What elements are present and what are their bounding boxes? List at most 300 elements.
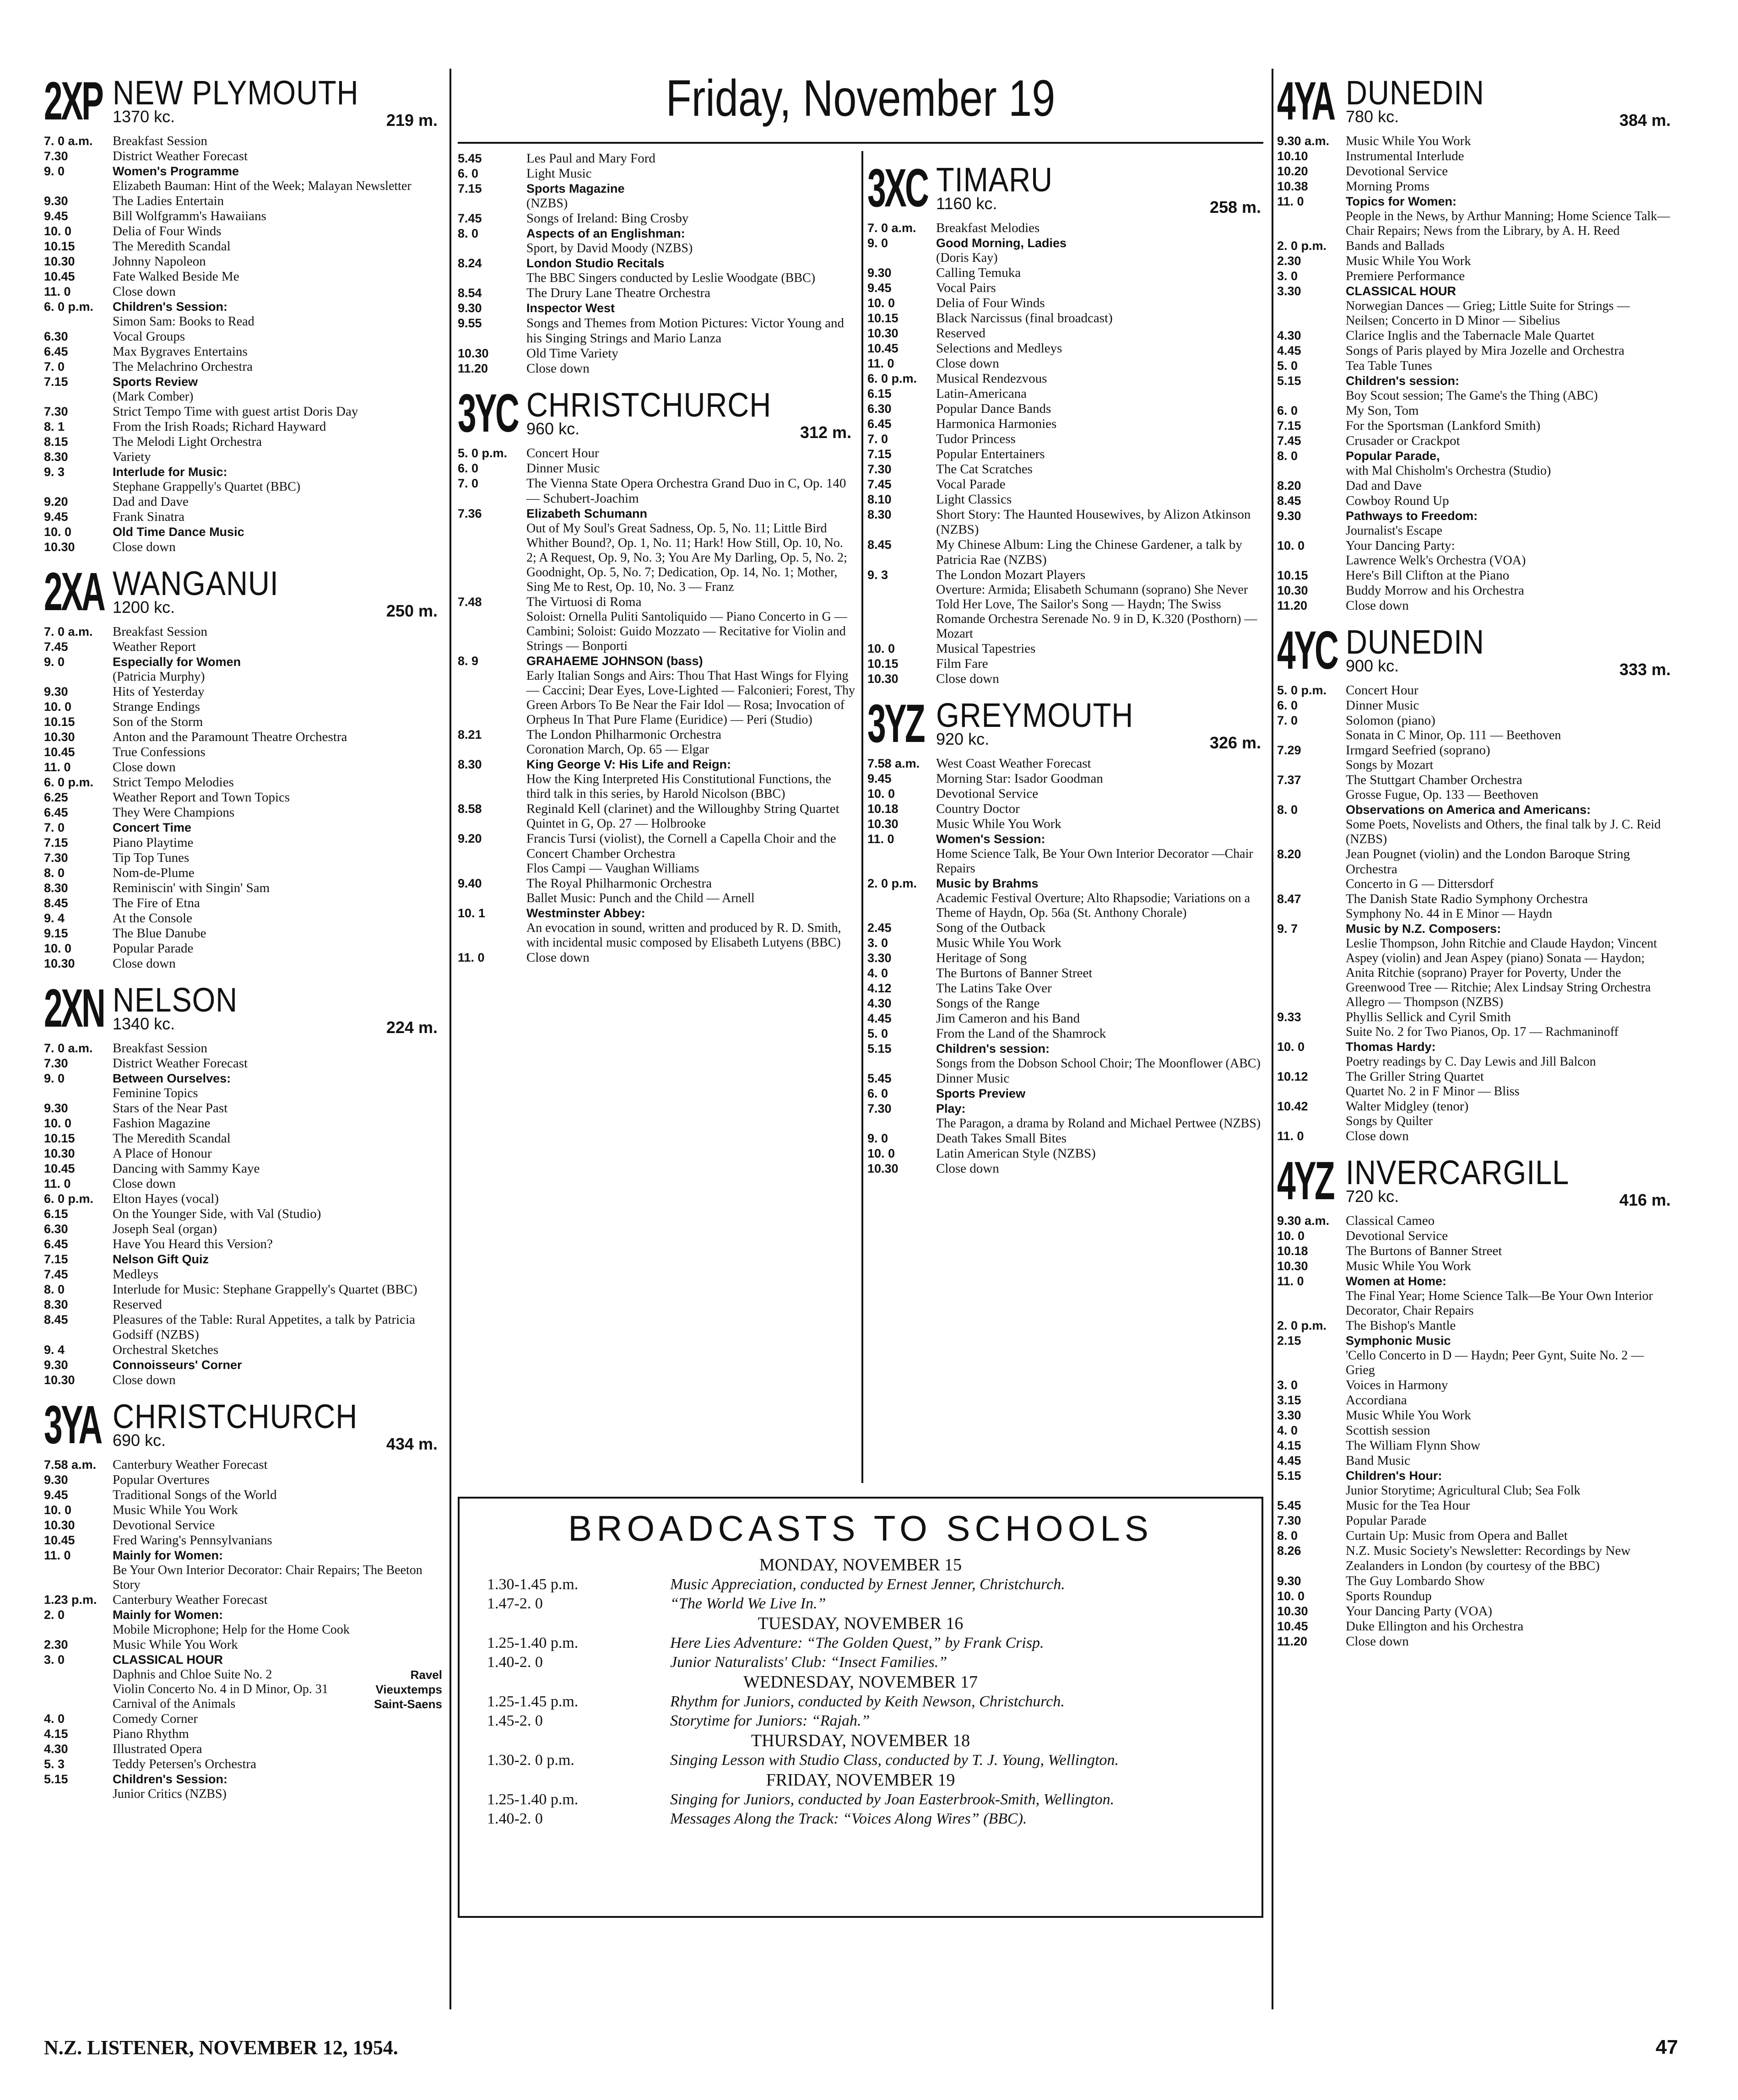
programme-detail	[867, 847, 1266, 876]
programme-row	[1277, 238, 1675, 254]
programme-row	[1277, 134, 1675, 149]
programme-title: Devotional Service	[113, 1518, 215, 1532]
programme-time: 2. 0 p.m.	[867, 877, 917, 890]
programme-time: 8.58	[458, 802, 482, 816]
programme-title: Sports Preview	[936, 1087, 1026, 1100]
programme-detail-text: Songs by Mozart	[1346, 758, 1434, 772]
programme-time: 7.30	[44, 149, 68, 163]
programme-title: Music While You Work	[936, 817, 1061, 831]
programme-row	[867, 371, 1266, 386]
programme-title: Interlude for Music: Stephane Grappelly's Quartet (BBC)	[113, 1282, 417, 1297]
programme-row	[1277, 449, 1675, 464]
programme-title: The Guy Lombardo Show	[1346, 1574, 1485, 1588]
programme-title: Delia of Four Winds	[113, 224, 222, 238]
programme-row	[458, 361, 856, 376]
programme-title: Reginald Kell (clarinet) and the Willoughby String Quartet	[526, 801, 839, 816]
programme-time: 4.15	[44, 1727, 68, 1741]
station-wavelength: 250 m.	[386, 601, 438, 620]
programme-title: Illustrated Opera	[113, 1742, 202, 1756]
programme-row	[44, 850, 442, 866]
programme-detail	[458, 772, 856, 801]
programme-row	[44, 655, 442, 670]
programme-time: 3. 0	[1277, 1378, 1298, 1392]
programme-time: 6.15	[867, 387, 892, 401]
station-header	[44, 71, 442, 131]
programme-time: 10.15	[867, 311, 899, 325]
programme-detail-text: Quartet No. 2 in F Minor — Bliss	[1346, 1084, 1520, 1099]
programme-title: Reserved	[936, 326, 985, 341]
programme-row	[1277, 1619, 1675, 1634]
programme-row	[1277, 1528, 1675, 1543]
programme-row	[458, 256, 856, 271]
schools-description: Music Appreciation, conducted by Ernest Jenner, Christchurch.	[670, 1576, 1065, 1593]
work-title: Carnival of the Animals	[113, 1697, 236, 1711]
programme-detail	[867, 1056, 1266, 1071]
programme-row	[458, 831, 856, 861]
programme-row	[44, 1176, 442, 1191]
schools-time: 1.40-2. 0	[487, 1810, 543, 1827]
programme-time: 7.30	[867, 462, 892, 476]
programme-time: 7.15	[44, 375, 68, 389]
programme-title: Selections and Medleys	[936, 341, 1062, 356]
programme-time: 9. 3	[867, 568, 888, 582]
schools-broadcast	[487, 1575, 1234, 1594]
programme-detail-text: with Mal Chisholm's Orchestra (Studio)	[1346, 464, 1551, 478]
programme-row	[44, 509, 442, 525]
programme-detail-text: Ballet Music: Punch and the Child — Arnell	[526, 891, 755, 905]
programme-time: 10.30	[44, 540, 75, 554]
station-city: TIMARU	[936, 161, 1053, 199]
station-code: 3YA	[44, 1395, 101, 1455]
programme-time: 6. 0 p.m.	[44, 1192, 94, 1206]
programme-row	[44, 624, 442, 639]
programme-time: 10.45	[1277, 1619, 1308, 1633]
programme-row	[1277, 149, 1675, 164]
programme-title: Music While You Work	[1346, 254, 1471, 268]
programme-time: 3.30	[1277, 1408, 1301, 1422]
programme-title: Latin American Style (NZBS)	[936, 1146, 1096, 1161]
programme-row	[44, 359, 442, 374]
programme-title: Devotional Service	[1346, 1229, 1448, 1243]
programme-title: Morning Star: Isador Goodman	[936, 771, 1103, 786]
programme-time: 9.30 a.m.	[1277, 1214, 1330, 1228]
programme-row	[867, 1146, 1266, 1161]
programme-title: Accordiana	[1346, 1393, 1407, 1407]
programme-title: Crusader or Crackpot	[1346, 433, 1460, 448]
programme-time: 7.48	[458, 595, 482, 609]
programme-detail	[458, 891, 856, 906]
programme-time: 11. 0	[1277, 1129, 1304, 1143]
programme-time: 7. 0	[1277, 714, 1298, 727]
programme-title: At the Console	[113, 911, 192, 926]
programme-row	[1277, 892, 1675, 907]
programme-row	[1277, 1259, 1675, 1274]
station-city: NELSON	[113, 981, 238, 1019]
schools-time: 1.25-1.40 p.m.	[487, 1635, 579, 1651]
programme-row	[1277, 1438, 1675, 1453]
programme-time: 10.42	[1277, 1099, 1308, 1113]
programme-time: 11. 0	[1277, 195, 1304, 208]
programme-row	[867, 656, 1266, 671]
programme-time: 10. 0	[44, 942, 72, 955]
programme-time: 10. 0	[1277, 1229, 1305, 1243]
programme-title: Jim Cameron and his Band	[936, 1011, 1080, 1026]
station-header	[1277, 71, 1675, 131]
programme-title: Delia of Four Winds	[936, 296, 1045, 310]
programme-detail	[44, 670, 442, 684]
programme-title: Mainly for Women:	[113, 1608, 223, 1622]
programme-row	[1277, 698, 1675, 713]
programme-title: The William Flynn Show	[1346, 1438, 1480, 1453]
programme-row	[1277, 743, 1675, 758]
programme-time: 2.30	[1277, 254, 1301, 268]
programme-row	[1277, 358, 1675, 373]
programme-title: Band Music	[1346, 1453, 1410, 1468]
station-header	[867, 693, 1266, 754]
programme-title: The Latins Take Over	[936, 981, 1052, 996]
programme-detail	[458, 817, 856, 831]
programme-time: 5.45	[1277, 1499, 1301, 1512]
programme-title: Tip Top Tunes	[113, 850, 190, 865]
programme-row	[1277, 1574, 1675, 1589]
programme-title: The Fire of Etna	[113, 896, 200, 910]
programme-row	[44, 1312, 442, 1342]
programme-row	[44, 239, 442, 254]
programme-time: 9. 0	[44, 655, 65, 669]
programme-row	[44, 639, 442, 655]
station-city: WANGANUI	[113, 564, 279, 602]
schools-description: Messages Along the Track: “Voices Along Wires” (BBC).	[670, 1810, 1027, 1827]
programme-row	[458, 181, 856, 196]
programme-row	[44, 760, 442, 775]
programme-detail-text: Sport, by David Moody (NZBS)	[526, 241, 693, 255]
programme-row	[458, 151, 856, 166]
programme-row	[44, 224, 442, 239]
programme-row	[44, 866, 442, 881]
programme-row	[867, 1071, 1266, 1086]
column-rule-3	[1272, 69, 1273, 2009]
programme-row	[44, 1161, 442, 1176]
programme-time: 5. 0	[1277, 359, 1298, 373]
programme-title: Women at Home:	[1346, 1274, 1447, 1288]
programme-title: Vocal Pairs	[936, 281, 996, 295]
programme-time: 10.18	[867, 802, 899, 816]
programme-title: Voices in Harmony	[1346, 1378, 1448, 1392]
schools-broadcast	[487, 1790, 1234, 1809]
station-header	[44, 562, 442, 622]
programme-title: Dancing with Sammy Kaye	[113, 1161, 260, 1176]
programme-title: The Bishop's Mantle	[1346, 1318, 1456, 1333]
programme-time: 2.15	[1277, 1334, 1301, 1348]
programme-row	[1277, 1589, 1675, 1604]
programme-title: Devotional Service	[936, 786, 1039, 801]
station-wavelength: 434 m.	[386, 1434, 438, 1453]
programme-row	[44, 881, 442, 896]
programme-row	[44, 1252, 442, 1267]
programme-row	[1277, 1069, 1675, 1084]
programme-title: District Weather Forecast	[113, 149, 248, 163]
programme-detail	[458, 921, 856, 950]
programme-title: Westminster Abbey:	[526, 906, 645, 920]
programme-time: 2. 0 p.m.	[1277, 1319, 1327, 1332]
station-header	[44, 1395, 442, 1455]
programme-title: Good Morning, Ladies	[936, 236, 1067, 250]
programme-time: 5.15	[1277, 374, 1301, 388]
programme-time: 4.12	[867, 981, 892, 995]
programme-row	[44, 730, 442, 745]
programme-row	[458, 654, 856, 669]
station-code: 4YC	[1277, 620, 1337, 681]
work-row	[44, 1682, 442, 1697]
programme-title: Frank Sinatra	[113, 509, 185, 524]
station-3xc	[867, 158, 1266, 687]
programme-row	[44, 714, 442, 730]
programme-time: 7.36	[458, 507, 482, 520]
programme-time: 7. 0	[44, 821, 65, 834]
programme-row	[867, 221, 1266, 236]
programme-detail-text: Junior Critics (NZBS)	[113, 1787, 227, 1801]
programme-row	[867, 771, 1266, 786]
programme-row	[44, 911, 442, 926]
programme-title: Concert Hour	[1346, 683, 1419, 698]
programme-time: 10.15	[44, 1131, 75, 1145]
programme-title: My Son, Tom	[1346, 403, 1419, 418]
programme-title: Orchestral Sketches	[113, 1342, 219, 1357]
programme-row	[44, 941, 442, 956]
header-rule	[458, 142, 1263, 144]
programme-detail	[458, 271, 856, 286]
programme-time: 8. 0	[1277, 449, 1298, 463]
programme-title: Music for the Tea Hour	[1346, 1498, 1470, 1513]
programme-row	[1277, 598, 1675, 613]
programme-time: 11.20	[1277, 1635, 1308, 1648]
programme-title: Close down	[526, 361, 590, 376]
programme-row	[1277, 509, 1675, 524]
programme-time: 8.30	[44, 881, 68, 895]
programme-title: Children's session:	[1346, 374, 1459, 388]
programme-detail	[458, 610, 856, 654]
programme-time: 7.30	[44, 851, 68, 865]
programme-title: The Virtuosi di Roma	[526, 595, 642, 609]
schools-description: “The World We Live In.”	[670, 1595, 826, 1612]
programme-time: 8. 0	[44, 1283, 65, 1296]
programme-detail-text: Mobile Microphone; Help for the Home Cook	[113, 1623, 350, 1637]
programme-row	[44, 956, 442, 971]
programme-title: Short Story: The Haunted Housewives, by Alizon Atkinson (NZBS)	[936, 507, 1251, 537]
programme-time: 7. 0 a.m.	[44, 1041, 93, 1055]
programme-row	[44, 299, 442, 314]
programme-time: 10.30	[867, 326, 899, 340]
programme-detail	[867, 583, 1266, 641]
programme-title: Aspects of an Englishman:	[526, 227, 685, 240]
programme-detail-text: (Doris Kay)	[936, 251, 998, 265]
programme-row	[44, 1472, 442, 1488]
programme-time: 3.30	[1277, 284, 1301, 298]
programme-title: Songs of Ireland: Bing Crosby	[526, 211, 689, 226]
programme-time: 10. 0	[867, 1147, 895, 1160]
programme-time: 7.15	[44, 1252, 68, 1266]
programme-row	[1277, 1513, 1675, 1528]
programme-detail-text: Suite No. 2 for Two Pianos, Op. 17 — Rachmaninoff	[1346, 1025, 1619, 1039]
column-4	[1277, 64, 1675, 1649]
station-wavelength: 416 m.	[1619, 1191, 1671, 1209]
programme-row	[458, 211, 856, 226]
programme-time: 9.55	[458, 316, 482, 330]
programme-title: Piano Playtime	[113, 835, 194, 850]
programme-title: Vocal Groups	[113, 329, 185, 344]
programme-title: Songs and Themes from Motion Pictures: Victor Young and his Singing Strings and Mario Lanza	[526, 316, 844, 346]
programme-detail	[44, 1563, 442, 1592]
programme-title: Your Dancing Party:	[1346, 538, 1455, 553]
programme-detail	[1277, 209, 1675, 238]
programme-row	[44, 1457, 442, 1472]
programme-title: GRAHAEME JOHNSON (bass)	[526, 654, 703, 668]
programme-title: Musical Rendezvous	[936, 371, 1047, 386]
programme-title: Music While You Work	[113, 1503, 238, 1517]
programme-row	[44, 1772, 442, 1787]
programme-title: Music While You Work	[113, 1637, 238, 1652]
programme-title: Light Music	[526, 166, 592, 181]
programme-row	[1277, 343, 1675, 358]
programme-row	[867, 756, 1266, 771]
schools-time: 1.25-1.40 p.m.	[487, 1791, 579, 1808]
programme-title: Calling Temuka	[936, 265, 1021, 280]
programme-row	[1277, 179, 1675, 194]
programme-title: The Melachrino Orchestra	[113, 359, 253, 374]
programme-time: 6. 0	[1277, 404, 1298, 417]
programme-row	[44, 1373, 442, 1388]
programme-title: Close down	[1346, 1634, 1409, 1649]
programme-time: 3. 0	[44, 1653, 65, 1667]
programme-row	[1277, 1129, 1675, 1144]
programme-title: Canterbury Weather Forecast	[113, 1592, 268, 1607]
programme-row	[44, 1342, 442, 1358]
work-composer: Ravel	[410, 1668, 442, 1682]
programme-time: 10.30	[44, 254, 75, 268]
programme-title: Observations on America and Americans:	[1346, 803, 1591, 817]
programme-time: 7. 0	[867, 432, 888, 446]
broadcasts-to-schools-box	[458, 1497, 1263, 1918]
programme-title: Tea Table Tunes	[1346, 358, 1432, 373]
programme-time: 7.45	[44, 640, 68, 654]
programme-time: 9. 3	[44, 465, 65, 479]
programme-title: Old Time Dance Music	[113, 525, 244, 539]
programme-title: Dinner Music	[526, 461, 600, 476]
programme-detail	[1277, 524, 1675, 538]
programme-detail-text: Out of My Soul's Great Sadness, Op. 5, No. 11; Little Bird Whither Bound?, Op. 1, No. 11; Hark! How Still, Op. 10, No. 2; A Request, Op. 9, No. 3; You Are My Darling, Op. 5, No. 2; Goodnight, Op. 5, No. 7; Dedication, Op. 14, No. 1; Mother, Sing Me to Rest, Op. 10, No. 3 — Franz	[526, 521, 847, 594]
programme-time: 6. 0	[458, 461, 479, 475]
programme-title: Anton and the Paramount Theatre Orchestra	[113, 730, 347, 744]
programme-row	[458, 876, 856, 891]
schools-time: 1.47-2. 0	[487, 1595, 543, 1612]
programme-title: Medleys	[113, 1267, 158, 1282]
schools-description: Singing for Juniors, conducted by Joan Easterbrook-Smith, Wellington.	[670, 1791, 1115, 1808]
programme-title: Interlude for Music:	[113, 465, 227, 479]
programme-title: Cowboy Round Up	[1346, 493, 1449, 508]
programme-time: 9.30	[44, 1358, 68, 1372]
programme-row	[44, 209, 442, 224]
programme-time: 11. 0	[44, 1548, 71, 1562]
programme-time: 10.12	[1277, 1070, 1308, 1083]
programme-detail-text: Symphony No. 44 in E Minor — Haydn	[1346, 907, 1553, 921]
programme-row	[1277, 254, 1675, 269]
programme-row	[867, 265, 1266, 281]
programme-row	[44, 805, 442, 820]
programme-detail-text: Elizabeth Bauman: Hint of the Week; Malayan Newsletter	[113, 179, 411, 193]
programme-detail	[1277, 464, 1675, 478]
programme-title: Son of the Storm	[113, 714, 203, 729]
programme-row	[44, 149, 442, 164]
programme-time: 1.23 p.m.	[44, 1593, 97, 1607]
programme-time: 6.45	[44, 1237, 68, 1251]
programme-time: 9.30	[1277, 1574, 1301, 1588]
programme-time: 10.45	[44, 745, 75, 759]
programme-row	[44, 1191, 442, 1207]
programme-time: 10.30	[44, 1147, 75, 1160]
programme-title: Latin-Americana	[936, 386, 1027, 401]
programme-row	[867, 341, 1266, 356]
programme-time: 6. 0 p.m.	[867, 372, 917, 385]
programme-detail-text: (NZBS)	[526, 196, 568, 211]
programme-time: 2. 0 p.m.	[1277, 239, 1327, 253]
programme-time: 8.30	[44, 1298, 68, 1311]
work-row	[44, 1697, 442, 1711]
programme-detail	[44, 1623, 442, 1637]
programme-title: Songs of Paris played by Mira Jozelle and Orchestra	[1346, 343, 1624, 358]
station-2xp	[44, 71, 442, 555]
schools-days	[487, 1555, 1234, 1829]
programme-title: Concert Hour	[526, 446, 599, 460]
programme-detail-text: Songs from the Dobson School Choir; The Moonflower (ABC)	[936, 1056, 1261, 1071]
programme-time: 10.18	[1277, 1244, 1308, 1258]
programme-title: The Burtons of Banner Street	[1346, 1244, 1502, 1258]
programme-row	[867, 356, 1266, 371]
programme-row	[867, 671, 1266, 687]
programme-time: 10.15	[1277, 568, 1308, 582]
programme-row	[1277, 433, 1675, 449]
programme-time: 9.15	[44, 926, 68, 940]
programme-time: 10.45	[44, 1162, 75, 1175]
programme-row	[44, 1607, 442, 1623]
programme-time: 9. 0	[44, 164, 65, 178]
programme-row	[458, 166, 856, 181]
programme-row	[867, 386, 1266, 401]
programme-time: 10.30	[867, 672, 899, 686]
programme-title: Popular Entertainers	[936, 447, 1045, 461]
programme-time: 9.30	[44, 1473, 68, 1487]
programme-time: 9.45	[44, 510, 68, 524]
programme-detail-text: Coronation March, Op. 65 — Elgar	[526, 742, 709, 757]
schools-description: Storytime for Juniors: “Rajah.”	[670, 1712, 870, 1729]
programme-title: Light Classics	[936, 492, 1012, 507]
programme-time: 8. 0	[44, 866, 65, 880]
programme-row	[1277, 1423, 1675, 1438]
programme-time: 10. 0	[1277, 1589, 1305, 1603]
schools-broadcast	[487, 1653, 1234, 1672]
programme-row	[44, 775, 442, 790]
programme-title: Popular Parade	[113, 941, 194, 956]
programme-time: 9.45	[867, 772, 892, 785]
programme-detail-text: Some Poets, Novelists and Others, the final talk by J. C. Reid (NZBS)	[1346, 817, 1661, 846]
programme-detail-text: (Patricia Murphy)	[113, 670, 205, 684]
column-1	[44, 64, 442, 1802]
programme-row	[1277, 194, 1675, 209]
programme-row	[44, 1282, 442, 1297]
station-frequency: 900 kc.	[1346, 656, 1399, 675]
programme-time: 10. 0	[44, 525, 72, 539]
programme-title: The London Mozart Players	[936, 568, 1086, 582]
programme-time: 6. 0	[458, 167, 479, 180]
